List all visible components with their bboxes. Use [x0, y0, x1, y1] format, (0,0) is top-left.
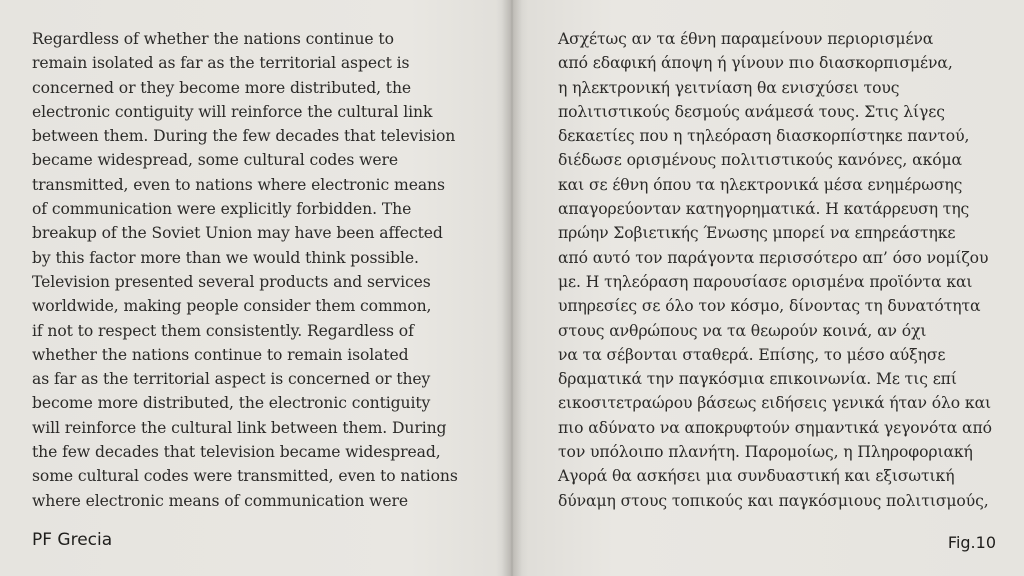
text-line: από αυτό τον παράγοντα περισσότερο απ’ όσο νομίζου — [558, 248, 989, 267]
text-line: τον υπόλοιπο πλανήτη. Παρομοίως, η Πληροφοριακή — [558, 443, 973, 462]
text-line: the few decades that television became widespread, — [32, 443, 441, 462]
text-line: remain isolated as far as the territorial aspect is — [32, 54, 410, 73]
text-line: δεκαετίες που η τηλεόραση διασκορπίστηκε παντού, — [558, 127, 970, 146]
text-line: if not to respect them consistently. Regardless of — [32, 321, 414, 340]
text-line: από εδαφική άποψη ή γίνουν πιο διασκορπισμένα, — [558, 54, 953, 73]
text-line: η ηλεκτρονική γειτνίαση θα ενισχύσει τους — [558, 78, 900, 97]
text-line: δύναμη στους τοπικούς και παγκόσμιους πολιτισμούς, — [558, 491, 989, 510]
text-line: να τα σέβονται σταθερά. Επίσης, το μέσο αύξησε — [558, 345, 946, 364]
text-line: between them. During the few decades that television — [32, 127, 456, 146]
text-line: πολιτιστικούς δεσμούς ανάμεσά τους. Στις λίγες — [558, 102, 945, 121]
text-line: απαγορεύονταν κατηγορηματικά. Η κατάρρευση της — [558, 200, 970, 219]
text-line: will reinforce the cultural link between them. During — [32, 418, 447, 437]
text-line: διέδωσε ορισμένους πολιτιστικούς κανόνες, ακόμα — [558, 151, 962, 170]
text-line: become more distributed, the electronic contiguity — [32, 394, 431, 413]
figure-number-caption: Fig.10 — [947, 533, 996, 552]
text-line: concerned or they become more distributed, the — [32, 78, 412, 97]
text-line: Αγορά θα ασκήσει μια συνδυαστική και εξισωτική — [558, 467, 955, 486]
text-line: electronic contiguity will reinforce the cultural link — [32, 102, 433, 121]
text-line: Television presented several products and services — [32, 272, 431, 291]
text-line: με. Η τηλεόραση παρουσίασε ορισμένα προϊόντα και — [558, 272, 973, 291]
text-line: εικοσιτετραώρου βάσεως ειδήσεις γενικά ήταν όλο και — [558, 394, 992, 413]
right-page-text — [558, 27, 992, 513]
text-line: υπηρεσίες σε όλο τον κόσμο, δίνοντας τη δυνατότητα — [558, 297, 981, 316]
text-line: transmitted, even to nations where electronic means — [32, 175, 445, 194]
left-page-text — [32, 27, 458, 513]
text-line: became widespread, some cultural codes were — [32, 151, 398, 170]
text-line: where electronic means of communication were — [32, 491, 408, 510]
text-line: πρώην Σοβιετικής Ένωσης μπορεί να επηρεάστηκε — [558, 224, 956, 243]
right-page — [512, 0, 1024, 576]
text-line: Regardless of whether the nations continue to — [32, 30, 394, 48]
text-line: by this factor more than we would think possible. — [32, 248, 419, 267]
text-line: of communication were explicitly forbidden. The — [32, 200, 412, 219]
font-name-caption: PF Grecia — [32, 530, 113, 550]
text-line: breakup of the Soviet Union may have been affected — [32, 224, 443, 243]
text-line: δραματικά την παγκόσμια επικοινωνία. Με τις επί — [558, 370, 957, 389]
text-line: whether the nations continue to remain isolated — [32, 345, 409, 364]
text-line: στους ανθρώπους να τα θεωρούν κοινά, αν όχι — [558, 321, 927, 340]
text-line: worldwide, making people consider them common, — [32, 297, 432, 316]
text-line: Ασχέτως αν τα έθνη παραμείνουν περιορισμένα — [558, 30, 934, 48]
text-line: some cultural codes were transmitted, even to nations — [32, 467, 458, 486]
text-line: πιο αδύνατο να αποκρυφτούν σημαντικά γεγονότα από — [558, 418, 992, 437]
text-line: και σε έθνη όπου τα ηλεκτρονικά μέσα ενημέρωσης — [558, 175, 963, 194]
text-line: as far as the territorial aspect is concerned or they — [32, 370, 431, 389]
